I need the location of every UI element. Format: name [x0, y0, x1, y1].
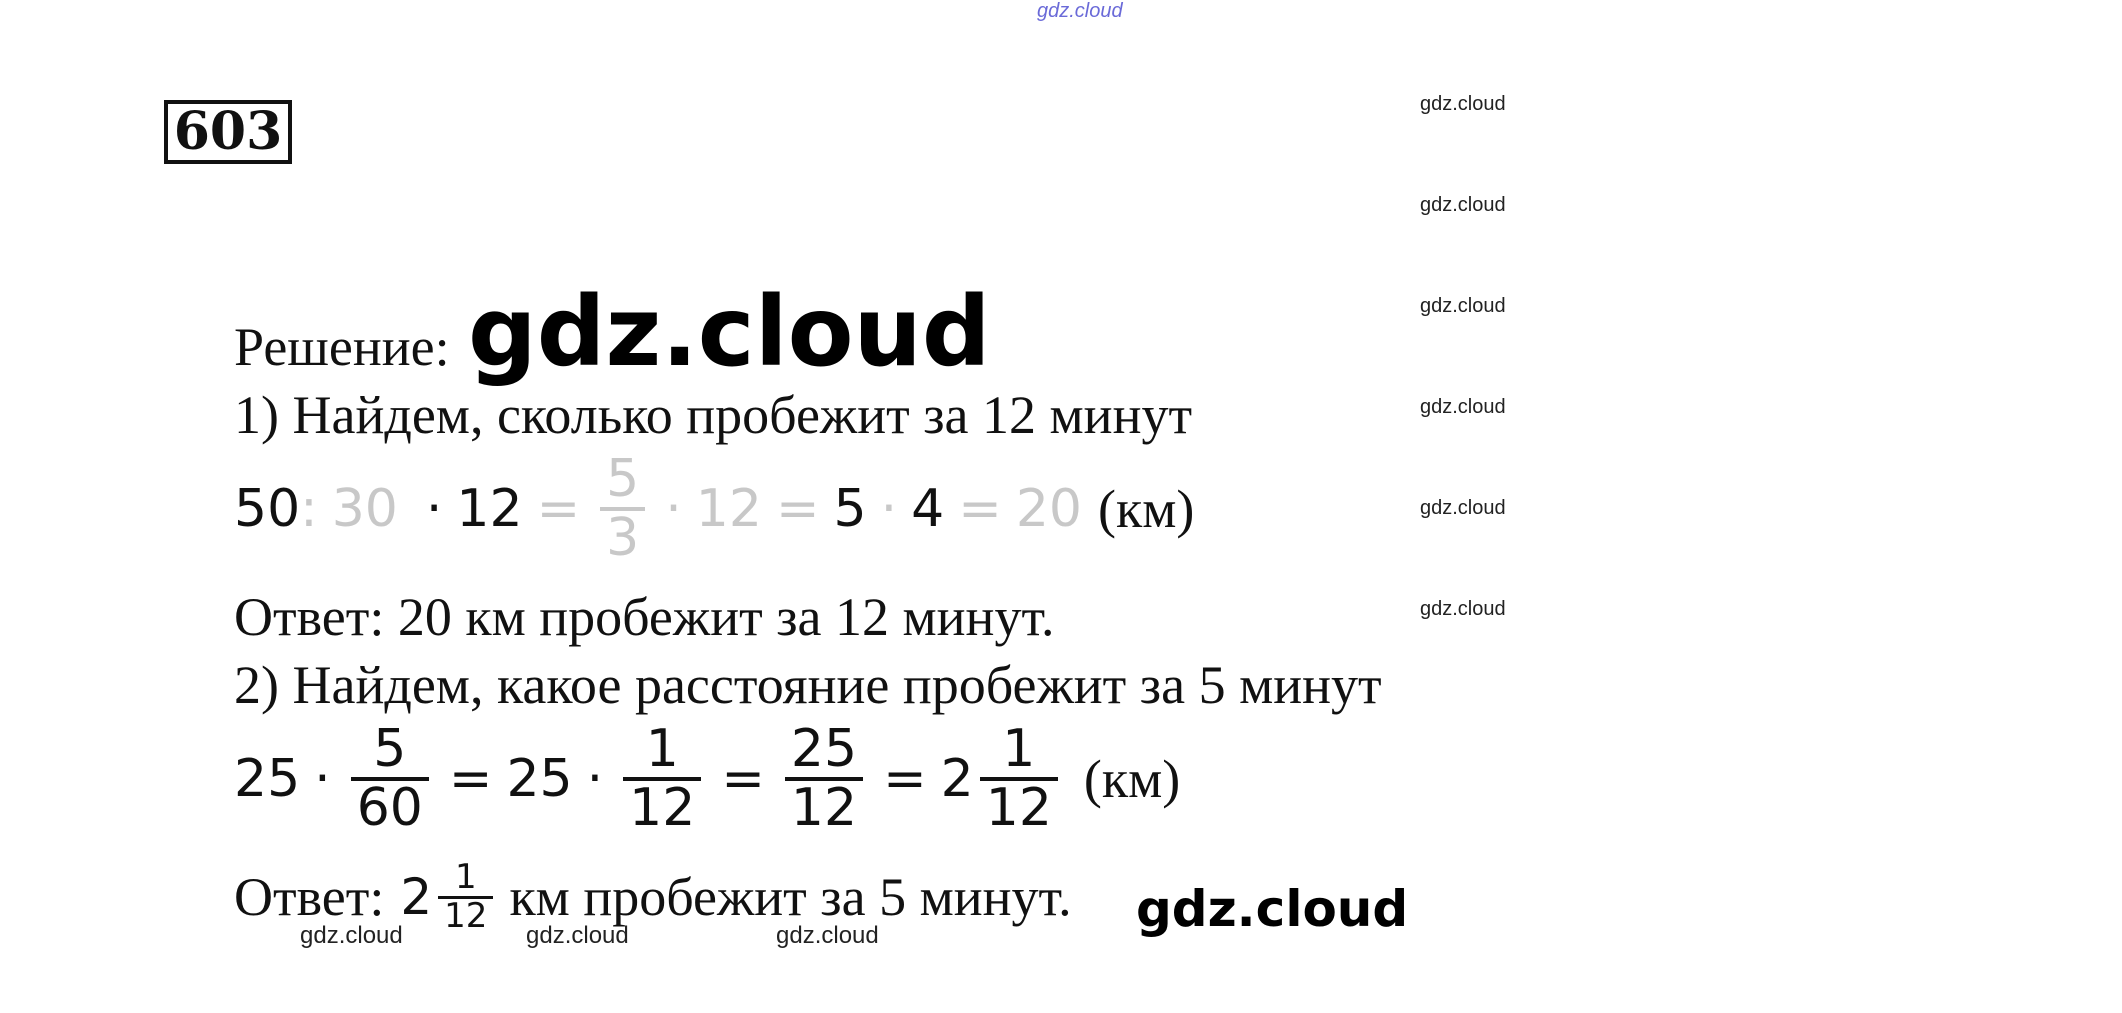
step2-text: 2) Найдем, какое расстояние пробежит за 5 минут: [234, 655, 1382, 715]
step1-answer: Ответ: 20 км пробежит за 12 минут.: [234, 587, 1055, 647]
eq-fraction: [351, 719, 429, 838]
step2-equation: [234, 719, 1181, 838]
watermark: gdz.cloud: [300, 922, 403, 949]
eq-equals: =: [536, 478, 581, 539]
eq-fraction: [623, 719, 701, 838]
problem-number: 603: [164, 100, 292, 164]
watermark: gdz.cloud: [1420, 598, 1506, 620]
eq-term: 25: [234, 748, 301, 809]
fraction-numerator: 1: [645, 719, 679, 779]
watermark: gdz.cloud: [526, 922, 629, 949]
solution-label: Решение:: [234, 317, 450, 377]
watermark: gdz.cloud: [1420, 396, 1506, 418]
watermark: gdz.cloud: [1420, 93, 1506, 115]
mixed-whole: 2: [940, 748, 974, 809]
answer-prefix: Ответ:: [234, 867, 385, 928]
watermark: gdz.cloud: [1420, 497, 1506, 519]
fraction-numerator: 1: [1002, 719, 1036, 779]
fraction-denominator: 3: [606, 507, 640, 568]
eq-operator: ·: [425, 478, 443, 539]
eq-unit: (км): [1098, 478, 1195, 539]
eq-term: 12: [695, 478, 762, 539]
watermark: gdz.cloud: [1420, 295, 1506, 317]
eq-term: 50: [234, 478, 301, 539]
eq-fraction: [600, 449, 645, 568]
eq-equals: =: [883, 748, 927, 809]
eq-term: 30: [331, 478, 398, 539]
eq-operator: :: [300, 478, 318, 539]
watermark-medium: gdz.cloud: [1136, 880, 1409, 938]
eq-fraction: [785, 719, 863, 838]
eq-term: 25: [506, 748, 573, 809]
watermark: gdz.cloud: [776, 922, 879, 949]
eq-unit: (км): [1083, 748, 1181, 809]
eq-operator: ·: [665, 478, 682, 539]
eq-equals: =: [958, 478, 1002, 539]
eq-term: 12: [456, 478, 523, 539]
fraction-denominator: 12: [985, 777, 1052, 838]
fraction-numerator: 5: [606, 449, 640, 509]
fraction-denominator: 60: [356, 777, 423, 838]
fraction-numerator: 5: [373, 719, 407, 779]
eq-operator: ·: [586, 748, 604, 809]
header-watermark: gdz.cloud: [1037, 0, 1123, 22]
fraction-denominator: 12: [790, 777, 858, 838]
eq-equals: =: [775, 478, 820, 539]
answer-suffix: км пробежит за 5 минут.: [509, 867, 1072, 928]
eq-operator: ·: [314, 748, 331, 809]
fraction-denominator: 12: [444, 895, 488, 936]
eq-result: 20: [1015, 478, 1082, 539]
mixed-whole: 2: [400, 868, 433, 927]
step1-text: 1) Найдем, сколько пробежит за 12 минут: [234, 385, 1193, 445]
step1-equation: [234, 449, 1195, 568]
fraction-numerator: 1: [454, 857, 477, 897]
eq-operator: ·: [880, 478, 898, 539]
fraction-denominator: 12: [629, 777, 696, 838]
eq-equals: =: [721, 748, 765, 809]
eq-fraction: [980, 719, 1058, 838]
eq-term: 5: [833, 478, 867, 539]
answer-fraction: [438, 857, 493, 936]
fraction-numerator: 25: [790, 719, 858, 779]
watermark: gdz.cloud: [1420, 194, 1506, 216]
watermark-large: gdz.cloud: [468, 276, 991, 388]
eq-equals: =: [448, 748, 493, 809]
eq-term: 4: [911, 478, 945, 539]
